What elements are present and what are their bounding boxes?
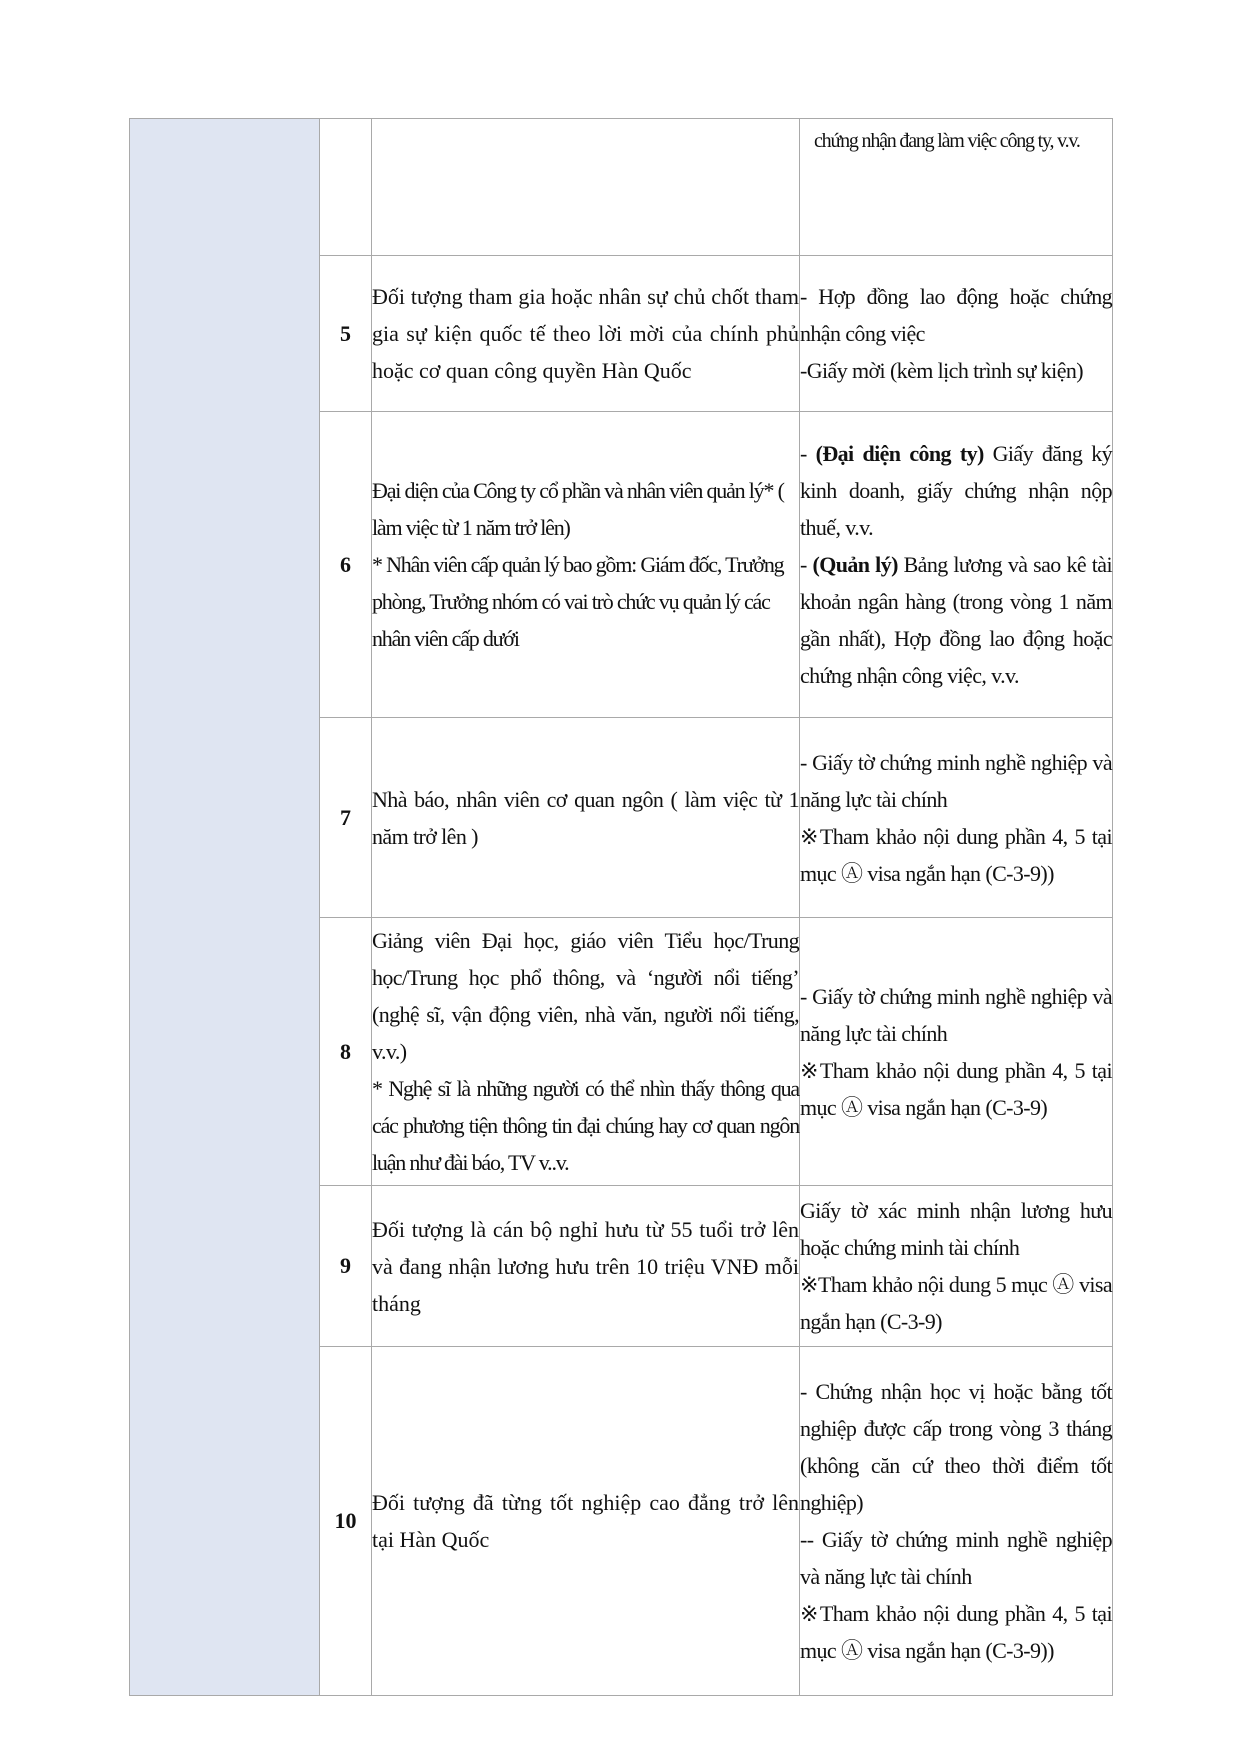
row-number: 5	[320, 256, 372, 412]
document-line: - Giấy tờ chứng minh nghề nghiệp và năng lực tài chính	[800, 749, 1112, 812]
document-prefix: -	[800, 441, 816, 466]
row-number: 9	[320, 1186, 372, 1347]
subject-cell	[372, 718, 800, 918]
subject-text: Đối tượng tham gia hoặc nhân sự chủ chốt tham gia sự kiện quốc tế theo lời mời của chính phủ hoặc cơ quan công quyền Hàn Quốc	[372, 284, 799, 383]
document-line: - Hợp đồng lao động hoặc chứng nhận công việc	[800, 284, 1112, 346]
document-line: -Giấy mời (kèm lịch trình sự kiện)	[800, 358, 1083, 383]
documents-cell	[800, 1347, 1113, 1696]
document-bold-label: (Quản lý)	[812, 552, 898, 577]
document-line: -- Giấy tờ chứng minh nghề nghiệp và năng lực tài chính	[800, 1527, 1112, 1589]
documents-cell	[800, 918, 1113, 1186]
subject-note: * Nhân viên cấp quản lý bao gồm: Giám đốc, Trưởng phòng, Trưởng nhóm có vai trò chức vụ quản lý các nhân viên cấp dưới	[372, 552, 784, 651]
documents-cell	[800, 256, 1113, 412]
document-line: ※Tham khảo nội dung phần 4, 5 tại mục Ⓐ visa ngắn hạn (C-3-9))	[800, 823, 1112, 886]
document-bold-label: (Đại diện công ty)	[815, 441, 984, 466]
document-line	[800, 435, 1112, 546]
subject-text: Giảng viên Đại học, giáo viên Tiểu học/Trung học/Trung học phổ thông, và ‘người nổi tiếng’ (nghệ sĩ, vận động viên, nhà văn, người nổi tiếng, v.v.)	[372, 928, 799, 1064]
document-line: Giấy tờ xác minh nhận lương hưu hoặc chứng minh tài chính	[800, 1198, 1112, 1260]
subject-note: * Nghệ sĩ là những người có thể nhìn thấy thông qua các phương tiện thông tin đại chúng hay cơ quan ngôn luận như đài báo, TV v..v.	[372, 1076, 799, 1175]
document-line: - Chứng nhận học vị hoặc bằng tốt nghiệp được cấp trong vòng 3 tháng (không căn cứ theo thời điểm tốt nghiệp)	[800, 1379, 1112, 1515]
row-number: 6	[320, 412, 372, 718]
subject-cell	[372, 1347, 800, 1696]
document-line: ※Tham khảo nội dung phần 4, 5 tại mục Ⓐ visa ngắn hạn (C-3-9)	[800, 1057, 1112, 1120]
subject-cell	[372, 119, 800, 256]
row-number	[320, 119, 372, 256]
subject-text: Đại diện của Công ty cổ phần và nhân viên quản lý* ( làm việc từ 1 năm trở lên)	[372, 478, 784, 540]
documents-cell	[800, 1186, 1113, 1347]
document-text: Bảng lương và sao kê tài khoản ngân hàng (trong vòng 1 năm gần nhất), Hợp đồng lao động hoặc chứng nhận công việc, v.v.	[800, 552, 1112, 688]
documents-cell	[800, 718, 1113, 918]
document-text: Giấy đăng ký kinh doanh, giấy chứng nhận nộp thuế, v.v.	[800, 441, 1112, 540]
document-line: - Giấy tờ chứng minh nghề nghiệp và năng lực tài chính	[800, 983, 1112, 1046]
document-line: ※Tham khảo nội dung phần 4, 5 tại mục Ⓐ visa ngắn hạn (C-3-9))	[800, 1601, 1112, 1663]
category-column-cell	[130, 119, 320, 1696]
documents-cell	[800, 119, 1113, 256]
documents-cell	[800, 412, 1113, 718]
row-number: 7	[320, 718, 372, 918]
subject-cell	[372, 412, 800, 718]
document-line: ※Tham khảo nội dung 5 mục Ⓐ visa ngắn hạn (C-3-9)	[800, 1272, 1112, 1334]
document-line	[800, 546, 1112, 694]
row-number: 8	[320, 918, 372, 1186]
document-prefix: -	[800, 552, 813, 577]
subject-cell	[372, 256, 800, 412]
subject-text: Đối tượng là cán bộ nghỉ hưu từ 55 tuổi trở lên và đang nhận lương hưu trên 10 triệu VNĐ mỗi tháng	[372, 1216, 799, 1316]
subject-cell	[372, 1186, 800, 1347]
table-row	[130, 119, 1113, 256]
subject-text: Đối tượng đã từng tốt nghiệp cao đẳng trở lên tại Hàn Quốc	[372, 1490, 799, 1552]
document-line: chứng nhận đang làm việc công ty, v.v.	[814, 130, 1080, 152]
subject-text: Nhà báo, nhân viên cơ quan ngôn ( làm việc từ 1 năm trở lên )	[372, 786, 799, 849]
visa-requirements-table	[129, 118, 1113, 1696]
subject-cell	[372, 918, 800, 1186]
row-number: 10	[320, 1347, 372, 1696]
